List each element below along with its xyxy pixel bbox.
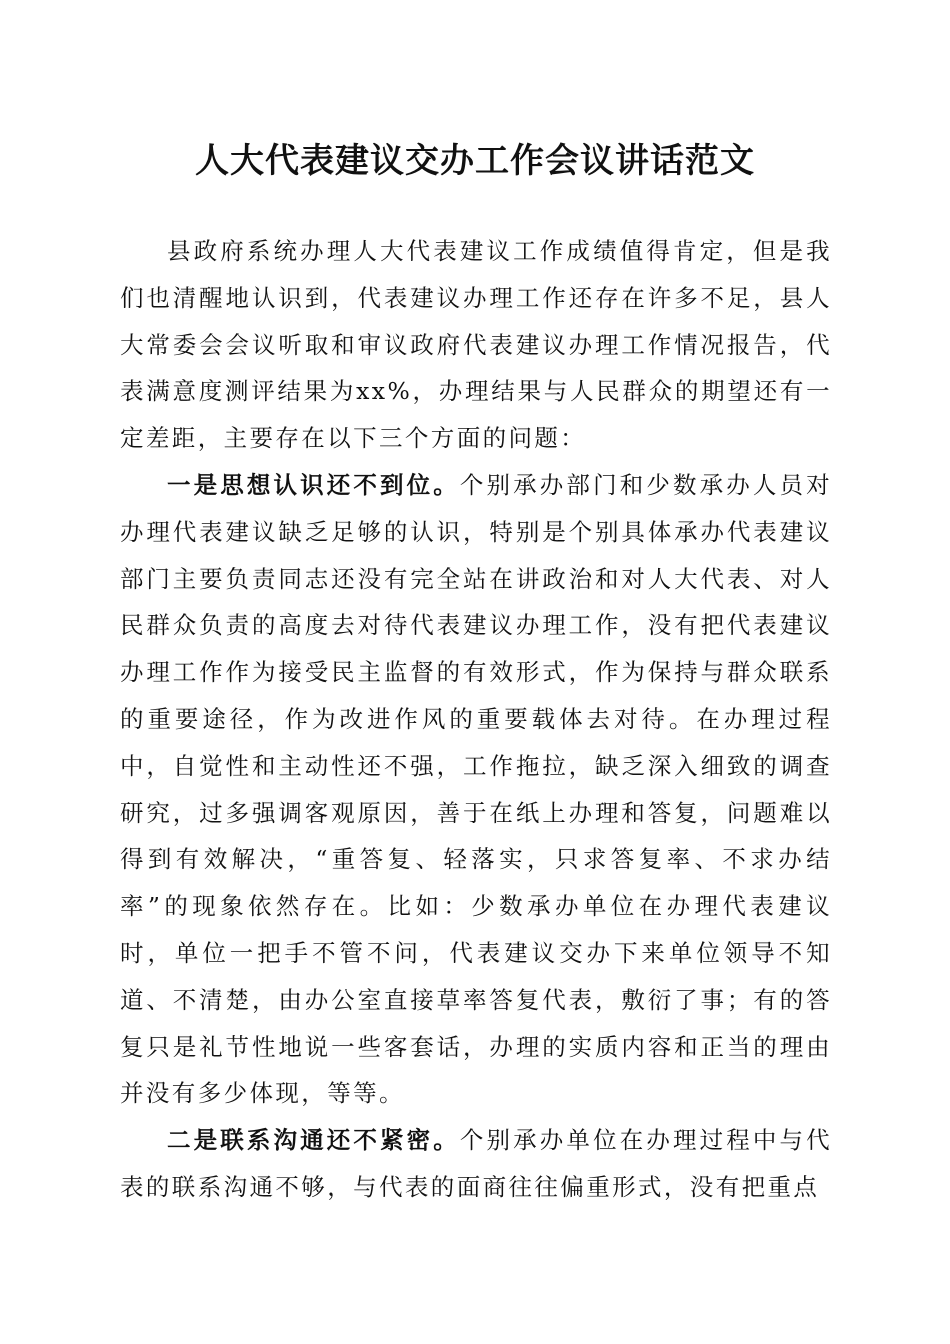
paragraph-text: 个别承办单位在办理过程中与代表的联系沟通不够，与代表的面商往往偏重形式，没有把重点 — [120, 1126, 832, 1201]
document-title: 人大代表建议交办工作会议讲话范文 — [195, 141, 755, 181]
document-body — [120, 228, 832, 1211]
paragraph-lead: 二是联系沟通还不紧密。 — [167, 1126, 460, 1155]
paragraph-text: 个别承办部门和少数承办人员对办理代表建议缺乏足够的认识，特别是个别具体承办代表建议部门主要负责同志还没有完全站在讲政治和对人大代表、对人民群众负责的高度去对待代表建议办理工作，没有把代表建议办理工作作为接受民主监督的有效形式，作为保持与群众联系的重要途径，作为改进作风的重要载体去对待。在办理过程中，自觉性和主动性还不强，工作拖拉，缺乏深入细致的调查研究，过多强调客观原因，善于在纸上办理和答复，问题难以得到有效解决，“重答复、轻落实，只求答复率、不求办结率”的现象依然存在。比如：少数承办单位在办理代表建议时，单位一把手不管不问，代表建议交办下来单位领导不知道、不清楚，由办公室直接草率答复代表，敷衍了事；有的答复只是礼节性地说一些客套话，办理的实质内容和正当的理由并没有多少体现，等等。 — [120, 470, 832, 1108]
paragraph-intro — [120, 228, 832, 462]
paragraph-issue-1 — [120, 462, 832, 1117]
paragraph-text: 县政府系统办理人大代表建议工作成绩值得肯定，但是我们也清醒地认识到，代表建议办理工作还存在许多不足，县人大常委会会议听取和审议政府代表建议办理工作情况报告，代表满意度测评结果为xx%，办理结果与人民群众的期望还有一定差距，主要存在以下三个方面的问题： — [120, 237, 832, 453]
paragraph-issue-2 — [120, 1117, 832, 1211]
paragraph-lead: 一是思想认识还不到位。 — [167, 470, 460, 499]
